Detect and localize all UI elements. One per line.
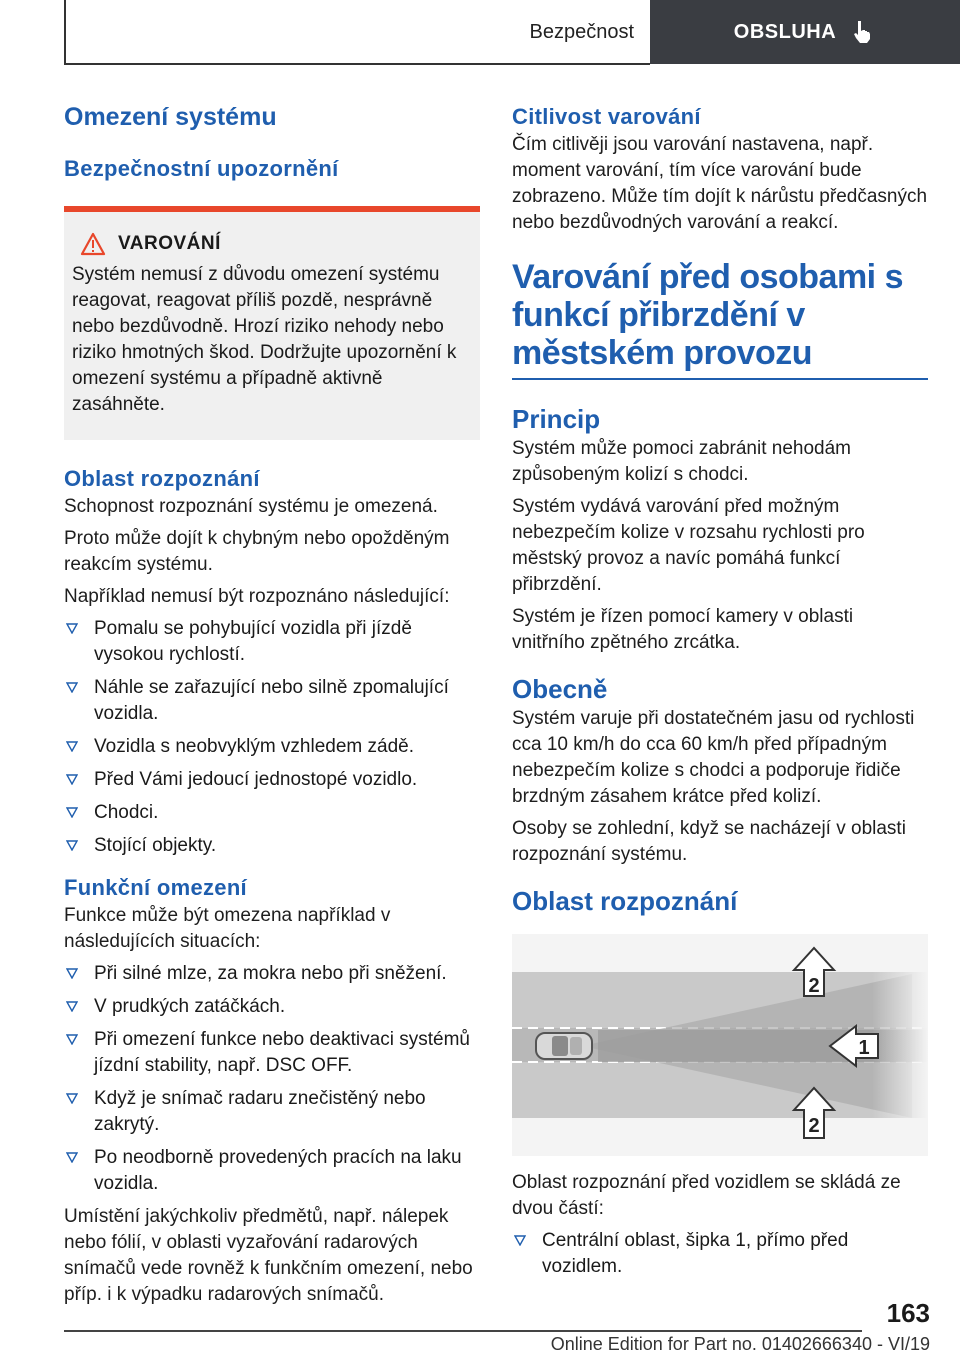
car-icon bbox=[536, 1033, 592, 1059]
chapter-title: Varování před osobami s funkcí přibrzdění v městském provozu bbox=[512, 258, 903, 372]
figure-list bbox=[512, 1228, 928, 1280]
header-section-title bbox=[66, 0, 650, 64]
triangle-bullet-icon bbox=[66, 1034, 78, 1045]
list-item: Stojící objekty. bbox=[64, 833, 480, 859]
list-item: V prudkých zatáčkách. bbox=[64, 994, 480, 1020]
triangle-bullet-icon bbox=[66, 840, 78, 851]
triangle-bullet-icon bbox=[66, 968, 78, 979]
detection-paragraph-2: Proto může dojít k chybným nebo opožděným reakcím systému. bbox=[64, 528, 450, 575]
pointing-hand-icon bbox=[850, 19, 876, 45]
warning-triangle-icon bbox=[80, 232, 106, 256]
detection-area-illustration bbox=[512, 934, 928, 1156]
general-paragraph-2: Osoby se zohlední, když se nacházejí v oblasti rozpoznání systému. bbox=[512, 818, 906, 865]
triangle-bullet-icon bbox=[514, 1235, 526, 1246]
triangle-bullet-icon bbox=[66, 1093, 78, 1104]
section-label: Bezpečnost bbox=[529, 20, 634, 43]
list-item: Před Vámi jedoucí jednostopé vozidlo. bbox=[64, 767, 480, 793]
svg-text:2: 2 bbox=[808, 1115, 820, 1137]
principle-paragraph-1: Systém může pomoci zabránit nehodám způsobeným kolizí s chodci. bbox=[512, 438, 851, 485]
chapter-tab-label: OBSLUHA bbox=[733, 20, 837, 43]
figure-caption: Oblast rozpoznání před vozidlem se skládá ze dvou částí: bbox=[512, 1172, 901, 1219]
edition-text: Online Edition for Part no. 01402666340 - VI/19 bbox=[550, 1334, 930, 1354]
list-item: Po neodborně provedených pracích na laku vozidla. bbox=[64, 1145, 480, 1197]
function-list bbox=[64, 961, 480, 1197]
left-column bbox=[64, 100, 480, 1314]
page-number: 163 bbox=[886, 1298, 930, 1328]
general-paragraph-1: Systém varuje při dostatečném jasu od rychlosti cca 10 km/h do cca 60 km/h před případným nebezpečím kolize s chodci a podporuje řidiče brzdným zásahem krátce před kolizí. bbox=[512, 708, 915, 807]
heading-safety-notes: Bezpečnostní upozornění bbox=[64, 156, 339, 181]
warning-body: Systém nemusí z důvodu omezení systému reagovat, reagovat příliš pozdě, nesprávně nebo bezdůvodně. Hrozí riziko nehody nebo riziko hmotných škod. Dodržujte upozornění k omezení systému a případně aktivně zasáhněte. bbox=[72, 264, 457, 415]
principle-paragraph-2: Systém vydává varování před možným nebezpečím kolize v rozsahu rychlosti pro městský provoz a navíc pomáhá funkcí přibrzdění. bbox=[512, 496, 865, 595]
chapter-tab[interactable] bbox=[650, 0, 960, 64]
warning-title: VAROVÁNÍ bbox=[118, 233, 221, 254]
heading-principle: Princip bbox=[512, 404, 601, 434]
triangle-bullet-icon bbox=[66, 682, 78, 693]
heading-system-limits: Omezení systému bbox=[64, 103, 277, 131]
right-column bbox=[512, 100, 928, 1287]
detection-area-figure bbox=[512, 934, 928, 1156]
heading-detection-area: Oblast rozpoznání bbox=[64, 466, 260, 491]
list-item: Vozidla s neobvyklým vzhledem zádě. bbox=[64, 734, 480, 760]
triangle-bullet-icon bbox=[66, 1001, 78, 1012]
warning-box bbox=[64, 206, 480, 440]
footer-edition bbox=[230, 1334, 930, 1355]
function-paragraph-1: Funkce může být omezena například v následujících situacích: bbox=[64, 905, 391, 952]
list-item: Chodci. bbox=[64, 800, 480, 826]
chapter-title-rule bbox=[512, 378, 928, 380]
footer-rule bbox=[64, 1330, 862, 1332]
triangle-bullet-icon bbox=[66, 623, 78, 634]
heading-detection-area-right: Oblast rozpoznání bbox=[512, 886, 738, 916]
heading-function-limits: Funkční omezení bbox=[64, 875, 247, 900]
svg-text:1: 1 bbox=[858, 1037, 870, 1059]
list-item: Při silné mlze, za mokra nebo při sněžení. bbox=[64, 961, 480, 987]
list-item: Centrální oblast, šipka 1, přímo před vozidlem. bbox=[512, 1228, 928, 1280]
triangle-bullet-icon bbox=[66, 741, 78, 752]
warning-title-row bbox=[72, 232, 472, 256]
detection-paragraph-3: Například nemusí být rozpoznáno následující: bbox=[64, 586, 450, 607]
list-item: Když je snímač radaru znečistěný nebo zakrytý. bbox=[64, 1086, 480, 1138]
sensitivity-paragraph: Čím citlivěji jsou varování nastavena, např. moment varování, tím více varování bude zobrazeno. Může tím dojít k nárůstu předčasných nebo bezdůvodných varování a reakcí. bbox=[512, 134, 928, 233]
triangle-bullet-icon bbox=[66, 807, 78, 818]
list-item: Pomalu se pohybující vozidla při jízdě vysokou rychlostí. bbox=[64, 616, 480, 668]
detection-list bbox=[64, 616, 480, 859]
heading-general: Obecně bbox=[512, 674, 608, 704]
list-item: Při omezení funkce nebo deaktivaci systémů jízdní stability, např. DSC OFF. bbox=[64, 1027, 480, 1079]
function-paragraph-2: Umístění jakýchkoliv předmětů, např. nálepek nebo fólií, v oblasti vyzařování radarových snímačů vede rovněž k funkčním omezení, nebo příp. i k výpadku radarových snímačů. bbox=[64, 1206, 473, 1305]
heading-warning-sensitivity: Citlivost varování bbox=[512, 104, 701, 129]
list-item: Náhle se zařazující nebo silně zpomalující vozidla. bbox=[64, 675, 480, 727]
triangle-bullet-icon bbox=[66, 1152, 78, 1163]
svg-text:2: 2 bbox=[808, 975, 820, 997]
detection-paragraph-1: Schopnost rozpoznání systému je omezená. bbox=[64, 496, 438, 517]
triangle-bullet-icon bbox=[66, 774, 78, 785]
principle-paragraph-3: Systém je řízen pomocí kamery v oblasti vnitřního zpětného zrcátka. bbox=[512, 606, 854, 653]
